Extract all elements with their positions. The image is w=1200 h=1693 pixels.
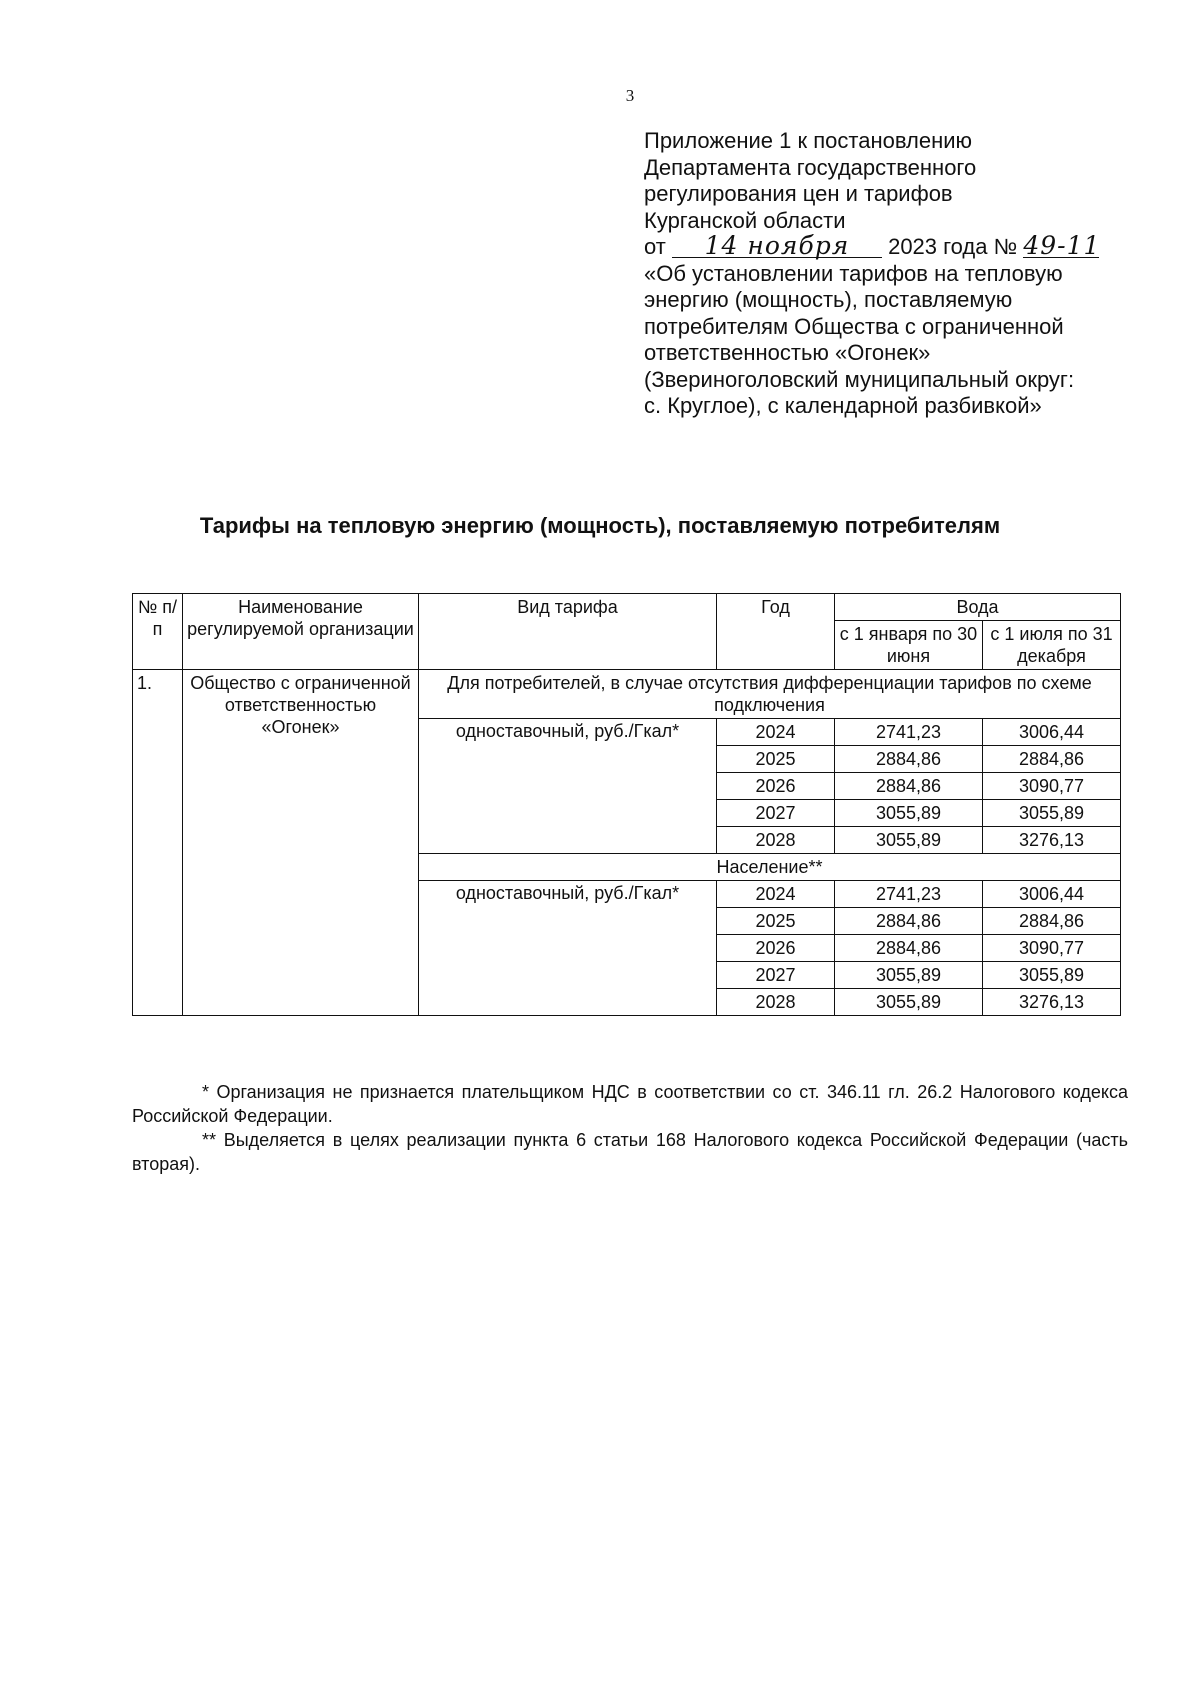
year-cell: 2025 (717, 908, 835, 935)
appendix-line: регулирования цен и тарифов (644, 181, 953, 206)
value-cell: 2884,86 (983, 746, 1121, 773)
section-title: Население** (419, 854, 1121, 881)
value-cell: 3055,89 (983, 962, 1121, 989)
value-cell: 2884,86 (835, 908, 983, 935)
appendix-subject-line: потребителям Общества с ограниченной (644, 313, 1064, 339)
header-period-1: с 1 января по 30 июня (835, 621, 983, 670)
appendix-line: Приложение 1 к постановлению (644, 128, 973, 153)
value-cell: 3090,77 (983, 935, 1121, 962)
date-prefix: от (644, 234, 666, 259)
appendix-subject-line: с. Круглое), с календарной разбивкой» (644, 393, 1042, 418)
header-org: Наименование регулируемой организации (183, 594, 419, 670)
value-cell: 2884,86 (835, 746, 983, 773)
footnote-2: ** Выделяется в целях реализации пункта 6 статьи 168 Налогового кодекса Российской Федерации (часть вторая). (132, 1130, 1128, 1174)
value-cell: 2884,86 (983, 908, 1121, 935)
appendix-date-line (644, 231, 1144, 261)
tariff-type-cell: одноставочный, руб./Гкал* (419, 719, 717, 854)
header-tariff-type: Вид тарифа (419, 594, 717, 670)
year-cell: 2027 (717, 800, 835, 827)
year-cell: 2028 (717, 827, 835, 854)
year-cell: 2024 (717, 881, 835, 908)
year-cell: 2028 (717, 989, 835, 1016)
value-cell: 3055,89 (835, 989, 983, 1016)
value-cell: 3006,44 (983, 881, 1121, 908)
year-cell: 2025 (717, 746, 835, 773)
tariff-type-cell: одноставочный, руб./Гкал* (419, 881, 717, 1016)
year-cell: 2026 (717, 773, 835, 800)
header-water: Вода (835, 594, 1121, 621)
value-cell: 2741,23 (835, 881, 983, 908)
header-year: Год (717, 594, 835, 670)
section-title: Для потребителей, в случае отсутствия дифференциации тарифов по схеме подключения (419, 670, 1121, 719)
value-cell: 2741,23 (835, 719, 983, 746)
tariff-table (132, 593, 1121, 1016)
value-cell: 3055,89 (983, 800, 1121, 827)
handwritten-number: 49-11 (1023, 231, 1101, 260)
header-period-2: с 1 июля по 31 декабря (983, 621, 1121, 670)
appendix-subject-line: энергию (мощность), поставляемую (644, 287, 1013, 312)
header-num: № п/п (133, 594, 183, 670)
appendix-line: Курганской области (644, 207, 846, 233)
section-title-row (133, 670, 1121, 719)
value-cell: 3006,44 (983, 719, 1121, 746)
year-text: 2023 года № (888, 234, 1018, 259)
footnotes (132, 1080, 1128, 1176)
row-number: 1. (133, 670, 183, 1016)
value-cell: 3090,77 (983, 773, 1121, 800)
table-header-row (133, 594, 1121, 621)
value-cell: 3276,13 (983, 989, 1121, 1016)
value-cell: 2884,86 (835, 773, 983, 800)
appendix-header (644, 128, 1144, 420)
value-cell: 2884,86 (835, 935, 983, 962)
year-cell: 2026 (717, 935, 835, 962)
year-cell: 2024 (717, 719, 835, 746)
value-cell: 3055,89 (835, 800, 983, 827)
appendix-line: Департамента государственного (644, 154, 977, 180)
page-number: 3 (625, 86, 635, 105)
appendix-subject-line: ответственностью «Огонек» (644, 340, 931, 365)
handwritten-date: 14 ноября (672, 235, 882, 258)
organization-name: Общество с ограниченной ответственностью «Огонек» (183, 670, 419, 1016)
value-cell: 3276,13 (983, 827, 1121, 854)
appendix-subject-line: «Об установлении тарифов на тепловую (644, 260, 1063, 286)
value-cell: 3055,89 (835, 962, 983, 989)
document-title: Тарифы на тепловую энергию (мощность), поставляемую потребителям (199, 513, 1001, 538)
appendix-subject-line: (Звериноголовский муниципальный округ: (644, 366, 1075, 392)
value-cell: 3055,89 (835, 827, 983, 854)
footnote-1: * Организация не признается плательщиком НДС в соответствии со ст. 346.11 гл. 26.2 Налогового кодекса Российской Федерации. (132, 1082, 1128, 1126)
year-cell: 2027 (717, 962, 835, 989)
